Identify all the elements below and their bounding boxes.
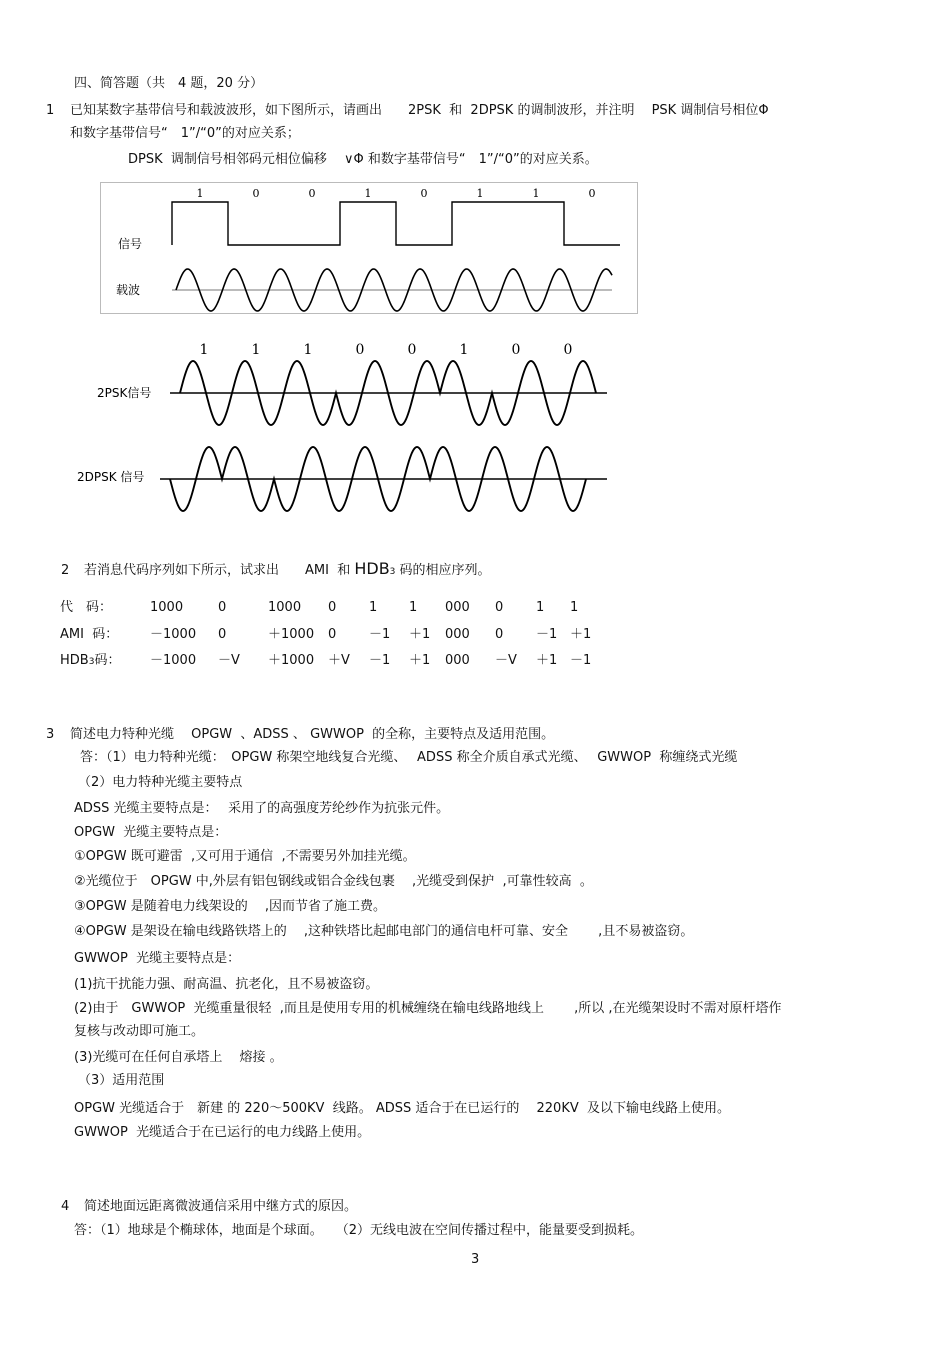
code-cell-r2-c3: ＋V — [328, 653, 350, 668]
code-cell-r0-c8: 1 — [536, 600, 545, 615]
baseband-signal-waveform — [172, 202, 620, 245]
code-cell-r1-c8: －1 — [536, 627, 558, 642]
q3-line-2: ADSS 光缆主要特点是： 采用了的高强度芳纶纱作为抗张元件。 — [74, 801, 450, 816]
signal-label: 信号 — [118, 237, 143, 251]
q3-number: 3 — [46, 727, 55, 742]
dpsk-signal-label: 2DPSK 信号 — [77, 470, 145, 484]
q2-text-b: 码的相应序列。 — [395, 563, 491, 578]
code-cell-r2-c6: 000 — [445, 653, 470, 668]
fig1-bit-7: 0 — [588, 187, 596, 200]
code-row-label: 代 码： — [60, 600, 113, 615]
q2-text — [84, 561, 491, 580]
q3-line-12: (3)光缆可在任何自承塔上 熔接 。 — [74, 1050, 283, 1065]
code-cell-r2-c5: ＋1 — [409, 653, 431, 668]
q2-text-a: 若消息代码序列如下所示，试求出 AMI 和 — [84, 563, 355, 578]
q4-title: 简述地面远距离微波通信采用中继方式的原因。 — [84, 1199, 358, 1214]
fig2-bit-2: 1 — [303, 342, 313, 358]
q3-line-4: ①OPGW 既可避雷 ,又可用于通信 ,不需要另外加挂光缆。 — [74, 849, 416, 864]
ami-row-label: AMI 码： — [60, 627, 119, 642]
code-cell-r1-c2: ＋1000 — [268, 627, 315, 642]
fig1-bit-5: 1 — [476, 187, 484, 200]
fig1-bit-6: 1 — [532, 187, 540, 200]
fig2-bit-5: 1 — [459, 342, 469, 358]
q4-number: 4 — [61, 1199, 70, 1214]
code-cell-r0-c4: 1 — [369, 600, 378, 615]
code-cell-r0-c3: 0 — [328, 600, 337, 615]
code-cell-r1-c1: 0 — [218, 627, 227, 642]
q3-line-6: ③OPGW 是随着电力线架设的 ,因而节省了施工费。 — [74, 899, 387, 914]
fig2-bit-6: 0 — [511, 342, 521, 358]
code-cell-r1-c9: ＋1 — [570, 627, 592, 642]
q4-answer: 答：（1）地球是个椭球体，地面是个球面。 （2）无线电波在空间传播过程中，能量要受到损耗。 — [74, 1223, 644, 1238]
q3-line-11: 复核与改动即可施工。 — [74, 1024, 205, 1039]
fig2-bit-1: 1 — [251, 342, 261, 358]
code-cell-r0-c5: 1 — [409, 600, 418, 615]
q3-line-8: GWWOP 光缆主要特点是： — [74, 951, 241, 966]
fig1-bit-0: 1 — [196, 187, 204, 200]
code-cell-r0-c6: 000 — [445, 600, 470, 615]
fig2-bit-7: 0 — [563, 342, 573, 358]
figure-signal-carrier — [100, 182, 640, 316]
q3-line-13: （3）适用范围 — [78, 1073, 165, 1088]
q3-line-14: OPGW 光缆适合于 新建 的 220～500KV 线路。 ADSS 适合于在已运行的 220KV 及以下输电线路上使用。 — [74, 1101, 731, 1116]
figure-psk-dpsk — [60, 330, 620, 520]
q3-title: 简述电力特种光缆 OPGW 、ADSS 、 GWWOP 的全称，主要特点及适用范围。 — [70, 727, 555, 742]
fig1-bit-3: 1 — [364, 187, 372, 200]
code-cell-r2-c0: －1000 — [150, 653, 197, 668]
code-cell-r2-c2: ＋1000 — [268, 653, 315, 668]
fig2-bit-3: 0 — [355, 342, 365, 358]
q3-line-1: （2）电力特种光缆主要特点 — [78, 775, 243, 790]
q3-line-7: ④OPGW 是架设在输电线路铁塔上的 ,这种铁塔比起邮电部门的通信电杆可靠、安全 ,且不易被盗窃。 — [74, 924, 694, 939]
code-cell-r0-c1: 0 — [218, 600, 227, 615]
q3-line-5: ②光缆位于 OPGW 中,外层有铝包钢线或铝合金线包裹 ,光缆受到保护 ,可靠性较高 。 — [74, 874, 593, 889]
fig2-bit-labels — [200, 342, 573, 358]
fig1-bit-labels — [197, 187, 596, 200]
q2-hdb: HDB — [354, 559, 390, 578]
code-cell-r2-c9: －1 — [570, 653, 592, 668]
section-title: 四、简答题（共 4 题，20 分） — [74, 76, 264, 91]
q3-line-15: GWWOP 光缆适合于在已运行的电力线路上使用。 — [74, 1125, 371, 1140]
code-cell-r2-c7: －V — [495, 653, 517, 668]
page-number: 3 — [471, 1252, 480, 1267]
hdb3-label-sub: 3 — [88, 657, 95, 667]
q1-text-line3: DPSK 调制信号相邻码元相位偏移 ∨Φ 和数字基带信号“ 1”/“0”的对应关系。 — [128, 152, 598, 167]
q1-number: 1 — [46, 103, 55, 118]
code-cell-r1-c6: 000 — [445, 627, 470, 642]
fig1-bit-1: 0 — [252, 187, 260, 200]
code-cell-r1-c5: ＋1 — [409, 627, 431, 642]
fig1-bit-4: 0 — [420, 187, 428, 200]
q2-number: 2 — [61, 563, 70, 578]
hdb3-row-label — [60, 653, 120, 670]
q3-line-0: 答：（1）电力特种光缆： OPGW 称架空地线复合光缆、 ADSS 称全介质自承式光缆、 GWWOP 称缠绕式光缆 — [80, 750, 738, 765]
code-cell-r0-c0: 1000 — [150, 600, 184, 615]
code-cell-r2-c8: ＋1 — [536, 653, 558, 668]
code-cell-r1-c7: 0 — [495, 627, 504, 642]
code-cell-r0-c2: 1000 — [268, 600, 302, 615]
hdb3-label-a: HDB — [60, 653, 89, 668]
code-cell-r0-c7: 0 — [495, 600, 504, 615]
q3-line-9: (1)抗干扰能力强、耐高温、抗老化，且不易被盗窃。 — [74, 977, 379, 992]
q1-text-line1: 已知某数字基带信号和载波波形，如下图所示，请画出 2PSK 和 2DPSK 的调制波形，并注明 PSK 调制信号相位Φ — [70, 103, 769, 118]
code-cell-r1-c0: －1000 — [150, 627, 197, 642]
carrier-label: 载波 — [116, 283, 141, 297]
q1-text-line2: 和数字基带信号“ 1”/“0”的对应关系； — [70, 126, 300, 141]
code-cell-r1-c4: －1 — [369, 627, 391, 642]
q3-line-3: OPGW 光缆主要特点是： — [74, 825, 228, 840]
code-cell-r2-c4: －1 — [369, 653, 391, 668]
hdb3-label-b: 码： — [94, 653, 121, 668]
code-cell-r0-c9: 1 — [570, 600, 579, 615]
fig1-bit-2: 0 — [308, 187, 316, 200]
fig2-bit-0: 1 — [199, 342, 209, 358]
psk-signal-label: 2PSK信号 — [97, 386, 152, 400]
q2-hdb-subscript: 3 — [389, 567, 396, 577]
code-cell-r2-c1: －V — [218, 653, 240, 668]
fig2-bit-4: 0 — [407, 342, 417, 358]
code-cell-r1-c3: 0 — [328, 627, 337, 642]
q3-line-10: (2)由于 GWWOP 光缆重量很轻 ,而且是使用专用的机械缠绕在输电线路地线上 ,所以 ,在光缆架设时不需对原杆塔作 — [74, 1001, 782, 1016]
